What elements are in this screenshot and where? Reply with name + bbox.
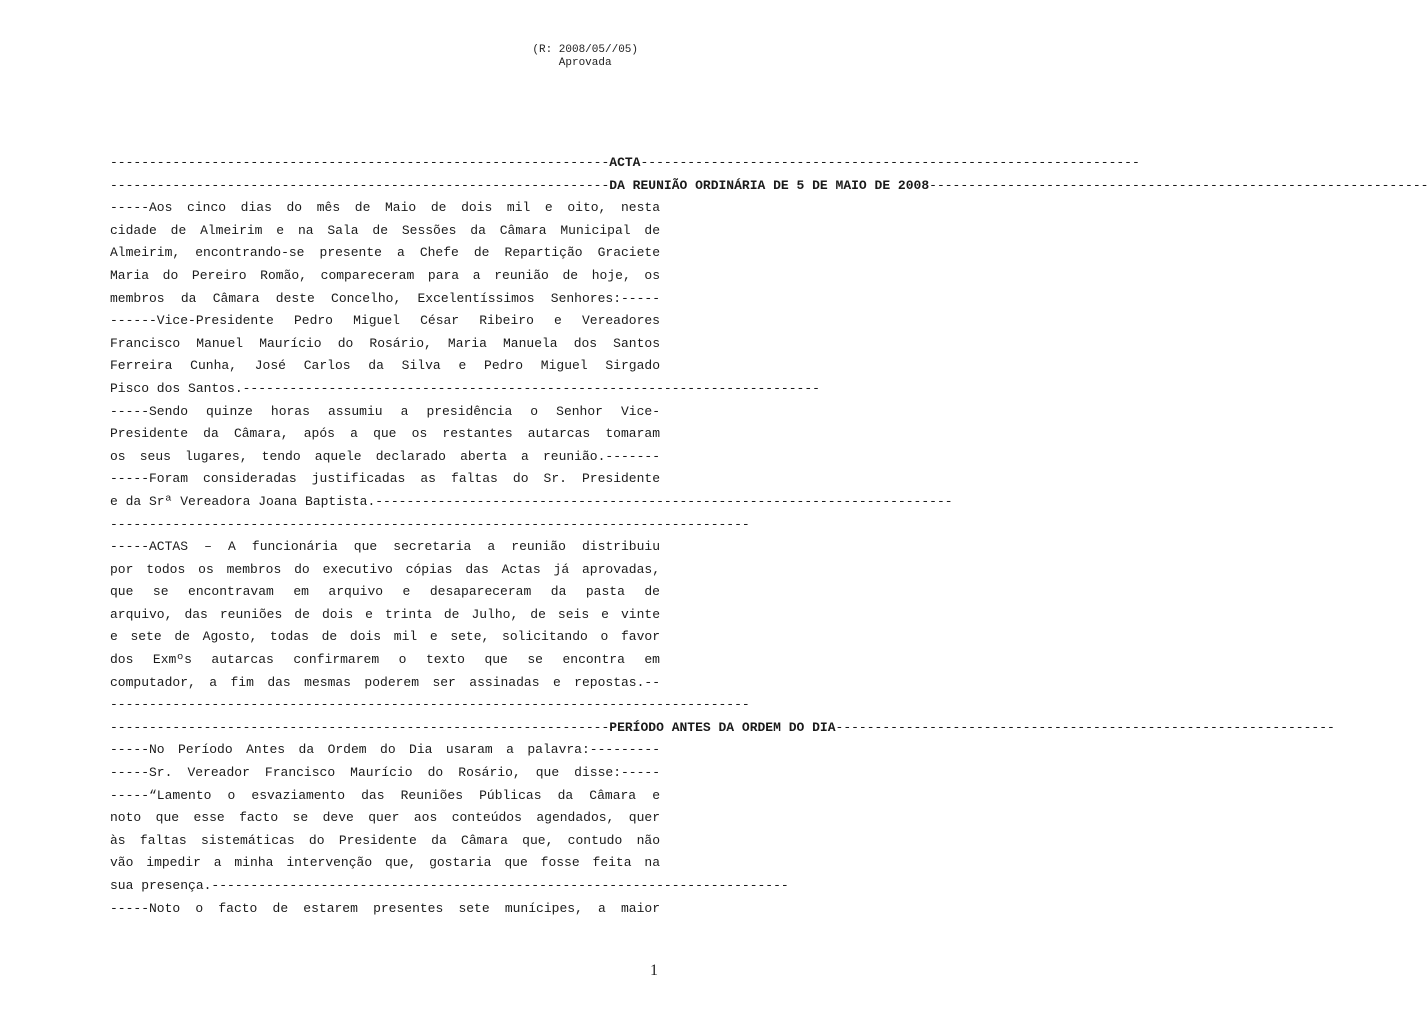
text-line: ------Vice-Presidente Pedro Miguel César Ribeiro e Vereadores — [110, 313, 660, 329]
text-line: dos Exmºs autarcas confirmarem o texto que se encontra em — [110, 652, 660, 668]
title-line: ---------------------------------------------------------------- ACTA ---------------------------------------------------------------- — [110, 152, 660, 175]
text-line: que se encontravam em arquivo e desapareceram da pasta de — [110, 584, 660, 600]
document-title: ACTA — [609, 155, 641, 170]
text-line: noto que esse facto se deve quer aos conteúdos agendados, quer — [110, 810, 660, 826]
reference-code: (R: 2008/05//05) — [532, 44, 638, 56]
text-line: -----Sendo quinze horas assumiu a presidência o Senhor Vice- — [110, 403, 660, 419]
text-line: Presidente da Câmara, após a que os restantes autarcas tomaram — [110, 426, 660, 442]
text-line: vão impedir a minha intervenção que, gostaria que fosse feita na — [110, 855, 660, 871]
text-line: -----Noto o facto de estarem presentes sete munícipes, a maior — [110, 900, 660, 916]
text-line: -----No Período Antes da Ordem do Dia usaram a palavra:--------- — [110, 742, 660, 758]
page-number: 1 — [650, 962, 658, 979]
text-line: e da Srª Vereadora Joana Baptista. -------------------------------------------------------------------------- — [110, 493, 953, 509]
separator-line: ---------------------------------------------------------------------------------- — [110, 697, 750, 713]
subtitle-line: ---------------------------------------------------------------- DA REUNIÃO ORDINÁRIA DE 5 DE MAIO DE 2008 ---------------------------------------------------------------- — [110, 175, 660, 198]
document-subtitle: DA REUNIÃO ORDINÁRIA DE 5 DE MAIO DE 2008 — [609, 177, 930, 193]
section-heading-line: ---------------------------------------------------------------- PERÍODO ANTES DA ORDEM DO DIA ---------------------------------------------------------------- — [110, 717, 660, 740]
text-line: Ferreira Cunha, José Carlos da Silva e Pedro Miguel Sirgado — [110, 358, 660, 374]
minutes-body — [110, 152, 1428, 920]
document-reference — [532, 44, 638, 70]
text-line: os seus lugares, tendo aquele declarado aberta a reunião.------- — [110, 448, 660, 464]
separator-line: ---------------------------------------------------------------------------------- — [110, 516, 750, 532]
text-line: -----Sr. Vereador Francisco Maurício do Rosário, que disse:----- — [110, 765, 660, 781]
text-line: sua presença. -------------------------------------------------------------------------- — [110, 878, 789, 893]
text-line: -----“Lamento o esvaziamento das Reuniões Públicas da Câmara e — [110, 787, 660, 803]
text-line: Almeirim, encontrando-se presente a Chefe de Repartição Graciete — [110, 245, 660, 261]
text-line: cidade de Almeirim e na Sala de Sessões da Câmara Municipal de — [110, 222, 660, 238]
text-line: às faltas sistemáticas do Presidente da Câmara que, contudo não — [110, 832, 660, 848]
text-line: arquivo, das reuniões de dois e trinta de Julho, de seis e vinte — [110, 606, 660, 622]
text-line: Pisco dos Santos. -------------------------------------------------------------------------- — [110, 380, 820, 396]
text-line: Maria do Pereiro Romão, compareceram para a reunião de hoje, os — [110, 267, 660, 283]
text-line: por todos os membros do executivo cópias das Actas já aprovadas, — [110, 561, 660, 577]
text-line: -----Aos cinco dias do mês de Maio de dois mil e oito, nesta — [110, 200, 660, 216]
text-line: computador, a fim das mesmas poderem ser assinadas e repostas.-- — [110, 674, 660, 690]
approval-status: Aprovada — [558, 57, 612, 69]
text-line: -----Foram consideradas justificadas as faltas do Sr. Presidente — [110, 471, 660, 487]
text-line: -----ACTAS – A funcionária que secretaria a reunião distribuiu — [110, 539, 660, 555]
text-line: Francisco Manuel Maurício do Rosário, Maria Manuela dos Santos — [110, 335, 660, 351]
text-line: membros da Câmara deste Concelho, Excelentíssimos Senhores:----- — [110, 290, 660, 306]
section-heading: PERÍODO ANTES DA ORDEM DO DIA — [609, 719, 836, 735]
text-line: e sete de Agosto, todas de dois mil e sete, solicitando o favor — [110, 629, 660, 645]
